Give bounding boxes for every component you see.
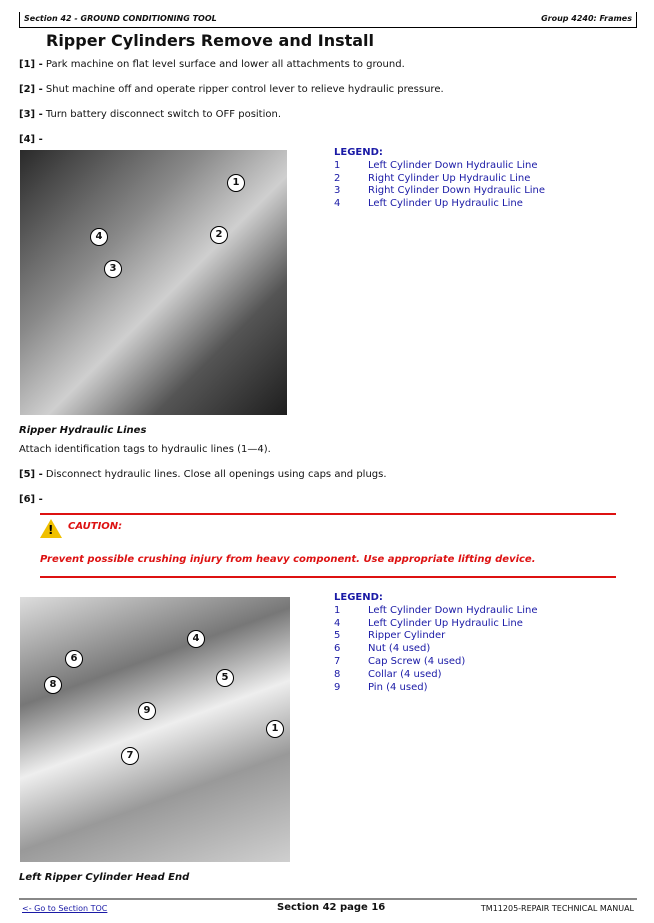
- cylinder-head-photo: [20, 597, 290, 862]
- callout: 4: [187, 630, 205, 648]
- section-toc-link[interactable]: <- Go to Section TOC: [22, 904, 108, 913]
- step-2: [2] - Shut machine off and operate ripper control lever to relieve hydraulic pressure.: [19, 84, 444, 95]
- legend-1: LEGEND: 1 Left Cylinder Down Hydraulic Line 2 Right Cylinder Up Hydraulic Line 3 Right Cylinder Down Hydraulic Line 4 Left Cylinder Up Hydraulic Line: [334, 147, 546, 210]
- callout: 7: [121, 747, 139, 765]
- caution-label: CAUTION:: [68, 521, 123, 532]
- step-6: [6] -: [19, 494, 43, 505]
- divider: [40, 513, 616, 515]
- figure-2-caption: Left Ripper Cylinder Head End: [19, 872, 190, 883]
- group-title: Group 4240: Frames: [541, 14, 632, 23]
- hydraulic-lines-photo: [20, 150, 287, 415]
- legend-2: LEGEND: 1 Left Cylinder Down Hydraulic Line 4 Left Cylinder Up Hydraulic Line 5 Ripper Cylinder 6 Nut (4 used) 7 Cap Screw (4 used) 8 Collar (4 used) 9 Pin (4 used): [334, 592, 538, 693]
- divider: [40, 576, 616, 578]
- callout: 3: [104, 260, 122, 278]
- step-1: [1] - Park machine on flat level surface and lower all attachments to ground.: [19, 59, 405, 70]
- warning-icon: !: [40, 519, 62, 538]
- callout: 4: [90, 228, 108, 246]
- step-3: [3] - Turn battery disconnect switch to OFF position.: [19, 109, 282, 120]
- footer-divider: [19, 898, 637, 900]
- caution-text: Prevent possible crushing injury from heavy component. Use appropriate lifting device.: [40, 554, 536, 565]
- callout: 1: [266, 720, 284, 738]
- step-5: [5] - Disconnect hydraulic lines. Close all openings using caps and plugs.: [19, 469, 387, 480]
- page-header: [19, 12, 637, 28]
- callout: 2: [210, 226, 228, 244]
- callout: 5: [216, 669, 234, 687]
- manual-title: TM11205-REPAIR TECHNICAL MANUAL: [480, 904, 634, 913]
- step-4: [4] -: [19, 134, 43, 145]
- figure-1-caption: Ripper Hydraulic Lines: [19, 425, 147, 436]
- section-title: Section 42 - GROUND CONDITIONING TOOL: [24, 14, 217, 23]
- figure-1-note: Attach identification tags to hydraulic lines (1—4).: [19, 444, 271, 455]
- page-title: Ripper Cylinders Remove and Install: [46, 31, 375, 50]
- callout: 6: [65, 650, 83, 668]
- callout: 8: [44, 676, 62, 694]
- page-number: Section 42 page 16: [277, 902, 386, 913]
- callout: 1: [227, 174, 245, 192]
- callout: 9: [138, 702, 156, 720]
